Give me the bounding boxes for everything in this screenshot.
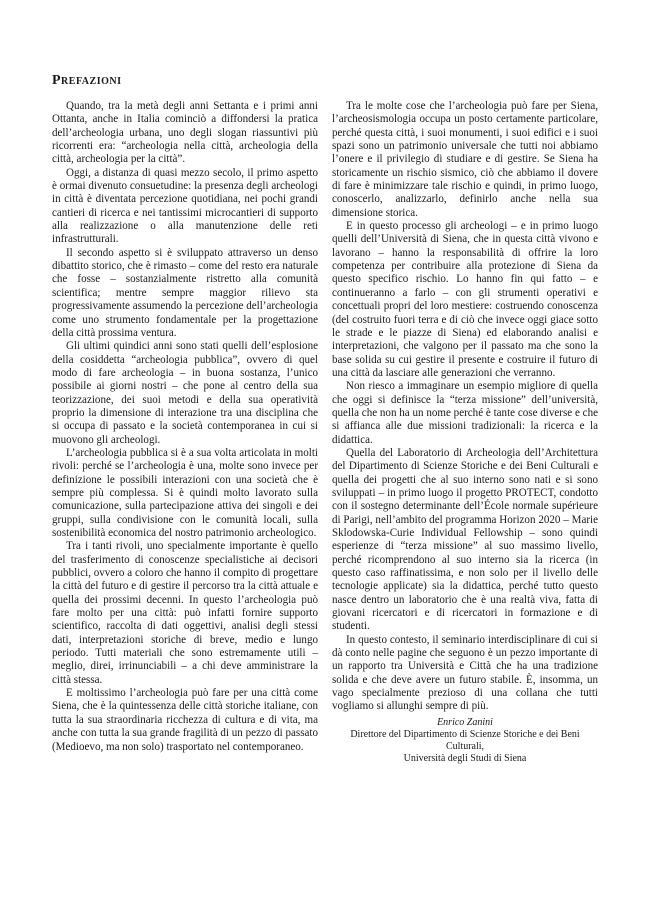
paragraph: In questo contesto, il seminario interdisciplinare di cui si dà conto nelle pagine che seguono è un pezzo importante di un rapporto tra Università e Città che ha una tradizione solida e che deve avere un futuro stabile. È, insomma, un vago specialmente prezioso di una collana che tutti vogliamo si allunghi sempre di più.: [332, 633, 598, 713]
paragraph: Il secondo aspetto si è sviluppato attraverso un denso dibattito storico, che è rimasto – come del resto era naturale che fosse – sostanzialmente ristretto alla comunità scientifica; mentre sempre maggior rilievo sta progressivamente assumendo la percezione dell’archeologia come uno strumento fondamentale per la progettazione della città prossima ventura.: [52, 246, 318, 339]
paragraph: Tra le molte cose che l’archeologia può fare per Siena, l’archeosismologia occupa un posto certamente particolare, perché questa città, i suoi monumenti, i suoi edifici e i suoi spazi sono un patrimonio universale che tutti noi abbiamo l’onere e il privilegio di studiare e di gestire. Se Siena ha storicamente un rischio sismico, ciò che abbiamo il dovere di fare è minimizzare tale rischio e quindi, in primo luogo, conoscerlo, analizzarlo, definirlo anche nella sua dimensione storica.: [332, 100, 598, 219]
paragraph: E in questo processo gli archeologi – e in primo luogo quelli dell’Università di Siena, che in questa città vivono e lavorano – hanno la responsabilità di offrire la loro competenza per contribuire alla protezione di Siena da questo specifico rischio. Lo hanno fin qui fatto – e continueranno a farlo – con gli strumenti operativi e concettuali propri del loro mestiere: costruendo conoscenza (del costruito fuori terra e di ciò che invece oggi giace sotto le strade e le piazze di Siena) ed elaborando analisi e interpretazioni, che valgono per il passato ma che sono la base solida su cui gestire il presente e costruire il futuro di una città da lasciare alle generazioni che verranno.: [332, 220, 598, 379]
paragraph: Gli ultimi quindici anni sono stati quelli dell’esplosione della cosiddetta “archeologia pubblica”, ovvero di quel modo di fare archeologia – in buona sostanza, l’unico possibile ai giorni nostri – che pone al centro della sua teorizzazione, dei suoi metodi e della sua operatività proprio la dimensione di interazione tra una disciplina che si occupa di passato e la società contemporanea in cui si muovono gli archeologi.: [52, 340, 318, 446]
signature-block: [332, 716, 598, 765]
signature-university: Università degli Studi di Siena: [403, 752, 527, 764]
right-column: [332, 100, 598, 765]
paragraph: Tra i tanti rivoli, uno specialmente importante è quello del trasferimento di conoscenze specialistiche ai decisori pubblici, ovvero a coloro che hanno il compito di progettare la città del futuro e di gestire il percorso tra la città attuale e quella dei prossimi decenni. In questo l’archeologia può fare molto per una città: può infatti fornire supporto scientifico, raccolta di dati oggettivi, analisi degli stessi dati, interpretazioni storiche di breve, medio e lungo periodo. Tutti materiali che sono estremamente utili – meglio, direi, irrinunciabili – a chi deve amministrare la città stessa.: [52, 540, 318, 686]
paragraph: Quella del Laboratorio di Archeologia dell’Architettura del Dipartimento di Scienze Storiche e dei Beni Culturali e quella dei progetti che al suo interno sono nati e si sono sviluppati – in primo luogo il progetto PROTECT, condotto con il sostegno determinante dell’École normale supérieure di Parigi, nell’ambito del programma Horizon 2020 – Marie Sklodowska-Curie Individual Fellowship – sono quindi esperienze di “terza missione” al suo massimo livello, perché ricomprendono al suo interno sia la ricerca (in questo caso raffinatissima, e non solo per il livello delle tecnologie applicate) sia la didattica, perché tutto questo nasce dentro un laboratorio che è una realtà viva, fatta di giovani ricercatori e di ricercatori in formazione e di studenti.: [332, 446, 598, 633]
paragraph: Quando, tra la metà degli anni Settanta e i primi anni Ottanta, anche in Italia cominciò a diffondersi la pratica dell’archeologia urbana, uno degli slogan riassuntivi più ricorrenti era: “archeologia nella città, archeologia della città, archeologia per la città”.: [52, 100, 318, 166]
page-heading: Prefazioni: [52, 73, 122, 88]
left-column: [52, 100, 318, 754]
paragraph: Oggi, a distanza di quasi mezzo secolo, il primo aspetto è ormai divenuto consuetudine: la presenza degli archeologi in città è diventata percezione quotidiana, nei pochi grandi cantieri di ricerca e nei tantissimi microcantieri di supporto alla realizzazione o alla manutenzione delle reti infrastrutturali.: [52, 166, 318, 246]
signature-affiliation: Direttore del Dipartimento di Scienze Storiche e dei Beni Culturali,: [350, 728, 580, 752]
paragraph: L’archeologia pubblica si è a sua volta articolata in molti rivoli: perché se l’archeologia è una, molte sono invece per definizione le possibili interazioni con una società che è sempre più complessa. Si è quindi molto lavorato sulla comunicazione, sulla partecipazione attiva dei singoli e dei gruppi, sulla condivisione con le comunità locali, sulla sostenibilità economica del nostro patrimonio archeologico.: [52, 446, 318, 539]
paragraph: Non riesco a immaginare un esempio migliore di quella che oggi si definisce la “terza missione” dell’università, quella che non ha un nome perché è tante cose diverse e che si affianca alle due missioni tradizionali: la ricerca e la didattica.: [332, 380, 598, 446]
paragraph: E moltissimo l’archeologia può fare per una città come Siena, che è la quintessenza delle città storiche italiane, con tutta la sua straordinaria ricchezza di cultura e di vita, ma anche con tutta la sua grande fragilità di un pezzo di passato (Medioevo, ma non solo) trasportato nel contemporaneo.: [52, 687, 318, 753]
signature-name: Enrico Zanini: [437, 716, 493, 728]
